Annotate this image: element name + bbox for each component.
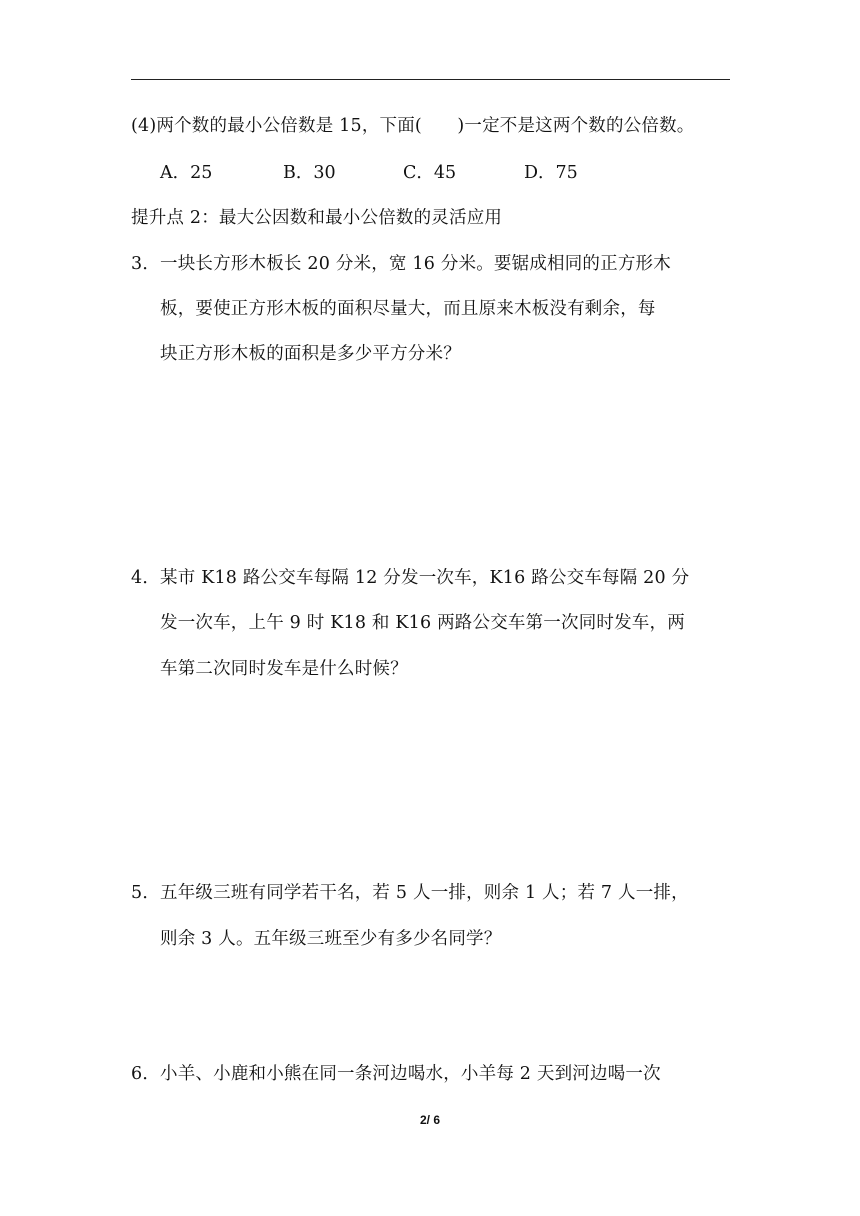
question-line: 发一次车，上午 9 时 K18 和 K16 两路公交车第一次同时发车，两 — [160, 613, 685, 633]
page-number: 2/ 6 — [419, 1113, 440, 1127]
question-line: 板，要使正方形木板的面积尽量大，而且原来木板没有剩余，每 — [160, 299, 656, 319]
question-text: (4)两个数的最小公倍数是 15，下面( )一定不是这两个数的公倍数。 — [131, 116, 695, 136]
option-b: B．30 — [283, 163, 336, 183]
section-title: 提升点 2：最大公因数和最小公倍数的灵活应用 — [131, 208, 503, 228]
question-line: 3．一块长方形木板长 20 分米，宽 16 分米。要锯成相同的正方形木 — [131, 254, 671, 274]
option-c: C．45 — [403, 163, 457, 183]
option-a: A．25 — [160, 163, 213, 183]
question-line: 5．五年级三班有同学若干名，若 5 人一排，则余 1 人；若 7 人一排， — [131, 883, 689, 903]
question-line: 块正方形木板的面积是多少平方分米？ — [160, 344, 461, 364]
option-d: D．75 — [524, 163, 578, 183]
question-line: 4．某市 K18 路公交车每隔 12 分发一次车，K16 路公交车每隔 20 分 — [131, 568, 690, 588]
question-line: 则余 3 人。五年级三班至少有多少名同学？ — [160, 929, 502, 949]
question-line: 6．小羊、小鹿和小熊在同一条河边喝水，小羊每 2 天到河边喝一次 — [131, 1064, 661, 1084]
header-rule — [131, 79, 730, 80]
question-line: 车第二次同时发车是什么时候？ — [160, 659, 408, 679]
